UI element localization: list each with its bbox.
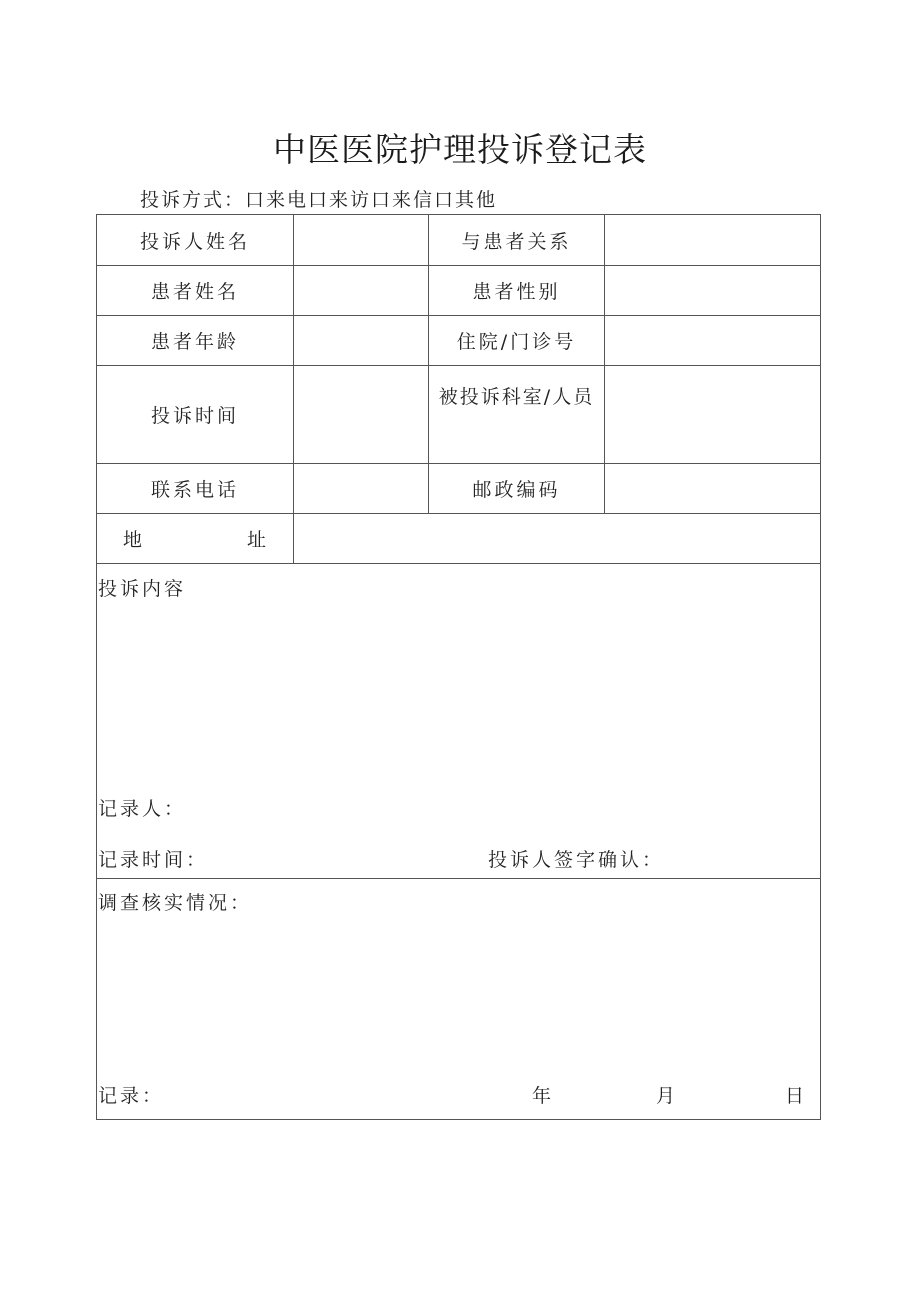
label-patient-name: 患者姓名 [150, 281, 239, 303]
field-relationship[interactable] [605, 215, 820, 265]
field-patient-name[interactable] [294, 266, 428, 315]
label-complained-department-staff: 被投诉科室/人员 [438, 386, 595, 408]
investigation-heading: 调查核实情况： [98, 892, 253, 914]
row-divider [96, 563, 821, 564]
complaint-content-heading: 投诉内容 [98, 578, 187, 600]
complaint-method-options: 投诉方式：口来电口来访口来信口其他 [140, 189, 498, 211]
label-patient-age: 患者年龄 [150, 331, 239, 353]
row-divider [96, 878, 821, 879]
page-title: 中医医院护理投诉登记表 [273, 130, 647, 169]
field-inpatient-outpatient-number[interactable] [605, 316, 820, 365]
address-char-1: 地 [123, 529, 143, 551]
label-contact-phone: 联系电话 [150, 479, 239, 501]
field-complainant-name[interactable] [294, 215, 428, 265]
recorder-label: 记录人： [98, 798, 187, 820]
label-complainant-name: 投诉人姓名 [139, 230, 250, 253]
label-relationship: 与患者关系 [461, 230, 572, 253]
label-patient-gender: 患者性别 [472, 281, 561, 303]
label-inpatient-outpatient-number: 住院/门诊号 [456, 331, 577, 353]
field-postal-code[interactable] [605, 464, 820, 513]
field-complained-department-staff[interactable] [605, 366, 820, 463]
field-complaint-time[interactable] [294, 366, 428, 463]
field-contact-phone[interactable] [294, 464, 428, 513]
field-address[interactable] [294, 514, 820, 563]
label-complaint-time: 投诉时间 [150, 405, 239, 427]
date-year-label: 年 [532, 1085, 555, 1107]
date-month-label: 月 [656, 1085, 679, 1107]
complainant-signature-label: 投诉人签字确认： [488, 849, 665, 871]
label-postal-code: 邮政编码 [472, 479, 561, 501]
record-time-label: 记录时间： [98, 849, 209, 871]
field-patient-age[interactable] [294, 316, 428, 365]
field-patient-gender[interactable] [605, 266, 820, 315]
label-address [0, 513, 294, 563]
address-char-2: 址 [247, 529, 267, 551]
date-day-label: 日 [785, 1085, 808, 1107]
record-label: 记录： [98, 1085, 165, 1107]
